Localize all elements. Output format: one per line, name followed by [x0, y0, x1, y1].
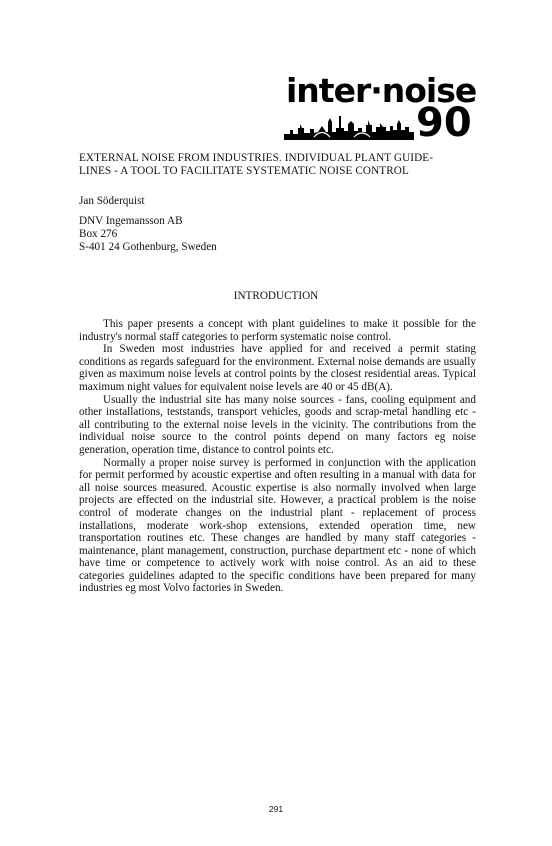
address-line: S-401 24 Gothenburg, Sweden	[79, 241, 217, 253]
author-name: Jan Söderquist	[79, 195, 145, 207]
section-heading: INTRODUCTION	[233, 290, 319, 302]
page-number: 291	[268, 804, 284, 814]
address-line: DNV Ingemansson AB	[79, 215, 183, 227]
conference-logo	[284, 71, 477, 146]
title-line: EXTERNAL NOISE FROM INDUSTRIES. INDIVIDUAL PLANT GUIDE-	[79, 152, 434, 164]
logo-wordmark: inter·noise	[286, 71, 477, 110]
paragraph: Normally a proper noise survey is performed in conjunction with the application for permit performed by acoustic expertise and often resulting in a manual with data for all noise sources measured. Acoustic expertise is also normally involved when large projects are effected on the industrial site. However, a practical problem is the noise control of moderate changes on the industrial plant - replacement of process installations, moderate work-shop extensions, extended operation time, new transportation routines etc. These changes are handled by many staff categories - maintenance, plant management, construction, purchase department etc - none of which have time or competence to actively work with noise control. As an aid to these categories guidelines adapted to the specific conditions have been prepared for many industries eg most Volvo factories in Sweden.	[79, 456, 476, 595]
paragraph: Usually the industrial site has many noise sources - fans, cooling equipment and other installations, teststands, transport vehicles, goods and scrap-metal handling etc - all contributing to the external noise levels in the vicinity. The contributions from the individual noise source to the control points depend on many factors eg noise generation, operation time, distance to control points etc.	[79, 393, 476, 456]
paragraph: In Sweden most industries have applied for and received a permit stating conditions as regards safeguard for the environment. External noise demands are usually given as maximum noise levels at control points by the closest residential areas. Typical maximum night values for equivalent noise levels are 40 or 45 dB(A).	[79, 343, 476, 393]
paper-title	[79, 152, 474, 178]
body-text	[79, 318, 476, 595]
paragraph: This paper presents a concept with plant guidelines to make it possible for the industry's normal staff categories to perform systematic noise control.	[79, 318, 476, 343]
logo-year: 90	[416, 100, 472, 146]
title-line: LINES - A TOOL TO FACILITATE SYSTEMATIC NOISE CONTROL	[79, 165, 409, 177]
author-address	[79, 215, 217, 254]
address-line: Box 276	[79, 228, 118, 240]
city-skyline-icon	[284, 110, 414, 140]
